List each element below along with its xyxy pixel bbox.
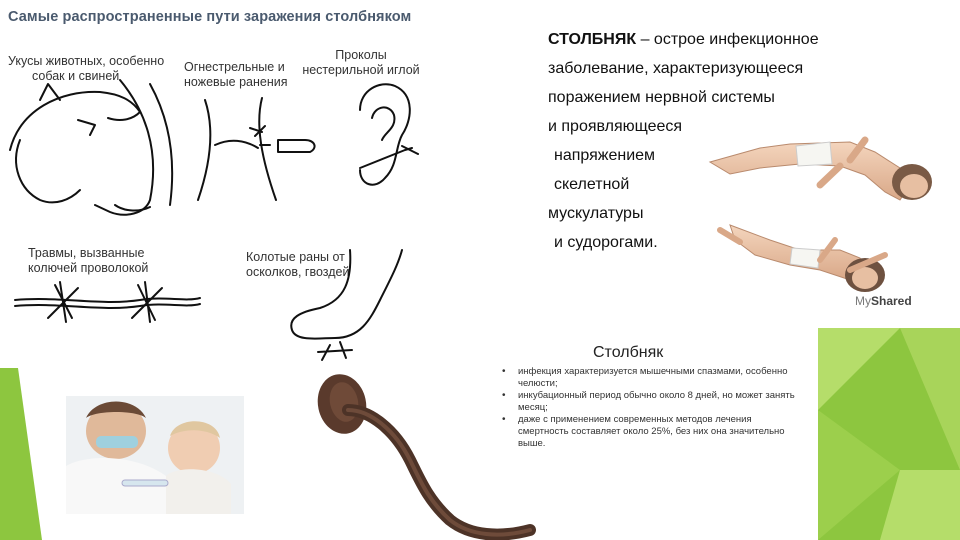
left-green-stripe [0,368,42,540]
list-item: • даже с применением современных методов лечения смертность составляет около 25%, без них она значительно выше. [502,414,802,449]
caption-animal-bites: Укусы животных, особенно собак и свиней [8,54,165,83]
caption-barbed-wire: Травмы, вызванные колючей проволокой [28,246,149,275]
vaccination-photo [66,396,244,514]
list-item: • инфекция характеризуется мышечными спазмами, особенно челюсти; [502,366,802,389]
info-card-list [502,366,802,450]
caption-injection: Проколы нестерильной иглой [302,48,420,77]
definition-block: СТОЛБНЯК – острое инфекционное заболевание, характеризующееся поражением нервной системы и проявляющееся напряжением скелетной мускулатуры и судорогами. [548,31,819,251]
caption-splinters: Колотые раны от осколков, гвоздей [246,250,350,279]
info-card-title: Столбняк [593,344,664,361]
definition-term: СТОЛБНЯК [548,31,637,48]
illustration-title: Самые распространенные пути заражения столбняком [8,9,412,25]
caption-gunshot: Огнестрельные и ножевые ранения [184,60,288,89]
list-item: • инкубационный период обычно около 8 дней, но может занять месяц; [502,390,802,413]
myshared-watermark: MyShared [855,294,912,308]
